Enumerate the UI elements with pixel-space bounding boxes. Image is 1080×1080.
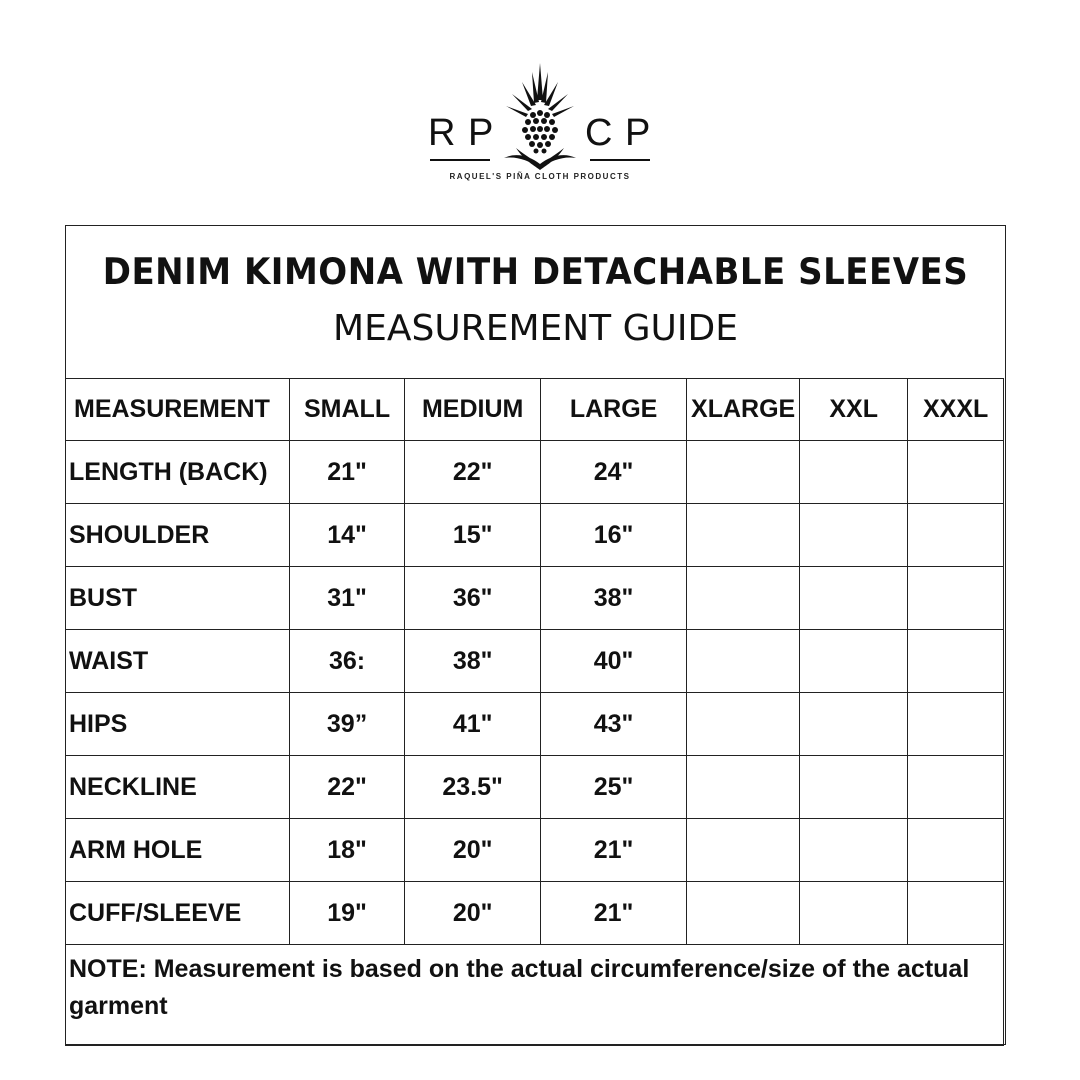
table-row: [66, 756, 1004, 819]
cell-xxl: [800, 882, 908, 945]
cell-large: 16": [540, 504, 686, 567]
cell-medium: 41": [405, 693, 541, 756]
row-label: HIPS: [66, 693, 290, 756]
row-label: CUFF/SLEEVE: [66, 882, 290, 945]
cell-xxl: [800, 819, 908, 882]
cell-xlarge: [687, 441, 800, 504]
pineapple-icon: [420, 60, 660, 172]
cell-small: 39”: [289, 693, 405, 756]
cell-xxl: [800, 441, 908, 504]
table-row: [66, 504, 1004, 567]
logo-rule-left: [430, 159, 490, 161]
col-header-small: SMALL: [289, 379, 405, 441]
note-text: NOTE: Measurement is based on the actual circumference/size of the actual garment: [66, 945, 1004, 1046]
table-row: [66, 819, 1004, 882]
col-header-xxl: XXL: [800, 379, 908, 441]
logo-letter-r: R: [428, 112, 456, 154]
cell-medium: 38": [405, 630, 541, 693]
cell-xlarge: [687, 504, 800, 567]
cell-medium: 22": [405, 441, 541, 504]
cell-xlarge: [687, 567, 800, 630]
row-label: WAIST: [66, 630, 290, 693]
note-row: [66, 945, 1004, 1046]
brand-logo: [420, 60, 660, 185]
cell-small: 22": [289, 756, 405, 819]
cell-small: 14": [289, 504, 405, 567]
cell-xxl: [800, 567, 908, 630]
logo-rule-right: [590, 159, 650, 161]
col-header-xlarge: XLARGE: [687, 379, 800, 441]
cell-xxxl: [908, 630, 1004, 693]
cell-large: 40": [540, 630, 686, 693]
cell-xxxl: [908, 693, 1004, 756]
cell-xlarge: [687, 630, 800, 693]
cell-xxxl: [908, 882, 1004, 945]
table-row: [66, 567, 1004, 630]
guide-subtitle: MEASUREMENT GUIDE: [333, 308, 738, 349]
cell-large: 25": [540, 756, 686, 819]
cell-large: 38": [540, 567, 686, 630]
cell-large: 43": [540, 693, 686, 756]
logo-letter-p2: P: [625, 112, 651, 154]
col-header-large: LARGE: [540, 379, 686, 441]
cell-small: 31": [289, 567, 405, 630]
col-header-measurement: MEASUREMENT: [66, 379, 290, 441]
cell-large: 21": [540, 819, 686, 882]
cell-small: 36:: [289, 630, 405, 693]
cell-xxxl: [908, 567, 1004, 630]
cell-large: 24": [540, 441, 686, 504]
cell-xxl: [800, 630, 908, 693]
cell-medium: 20": [405, 882, 541, 945]
size-table: [65, 378, 1004, 1046]
row-label: ARM HOLE: [66, 819, 290, 882]
row-label: SHOULDER: [66, 504, 290, 567]
row-label: LENGTH (BACK): [66, 441, 290, 504]
cell-xxl: [800, 756, 908, 819]
row-label: BUST: [66, 567, 290, 630]
cell-medium: 15": [405, 504, 541, 567]
cell-large: 21": [540, 882, 686, 945]
cell-xxxl: [908, 441, 1004, 504]
logo-letter-p1: P: [468, 112, 494, 154]
cell-medium: 20": [405, 819, 541, 882]
cell-small: 21": [289, 441, 405, 504]
cell-xlarge: [687, 819, 800, 882]
cell-small: 19": [289, 882, 405, 945]
cell-small: 18": [289, 819, 405, 882]
cell-medium: 23.5": [405, 756, 541, 819]
cell-xlarge: [687, 756, 800, 819]
measurement-guide: [65, 225, 1006, 1045]
col-header-xxxl: XXXL: [908, 379, 1004, 441]
cell-xxxl: [908, 504, 1004, 567]
col-header-medium: MEDIUM: [405, 379, 541, 441]
cell-xxl: [800, 504, 908, 567]
cell-xxl: [800, 693, 908, 756]
cell-xxxl: [908, 756, 1004, 819]
table-row: [66, 630, 1004, 693]
table-header-row: [66, 379, 1004, 441]
cell-xxxl: [908, 819, 1004, 882]
table-row: [66, 693, 1004, 756]
cell-medium: 36": [405, 567, 541, 630]
cell-xlarge: [687, 882, 800, 945]
cell-xlarge: [687, 693, 800, 756]
guide-title: DENIM KIMONA WITH DETACHABLE SLEEVES: [102, 250, 969, 294]
logo-letter-c: C: [585, 112, 613, 154]
logo-tagline: RAQUEL'S PIÑA CLOTH PRODUCTS: [449, 172, 631, 181]
guide-header: [66, 226, 1005, 378]
table-row: [66, 441, 1004, 504]
row-label: NECKLINE: [66, 756, 290, 819]
table-row: [66, 882, 1004, 945]
